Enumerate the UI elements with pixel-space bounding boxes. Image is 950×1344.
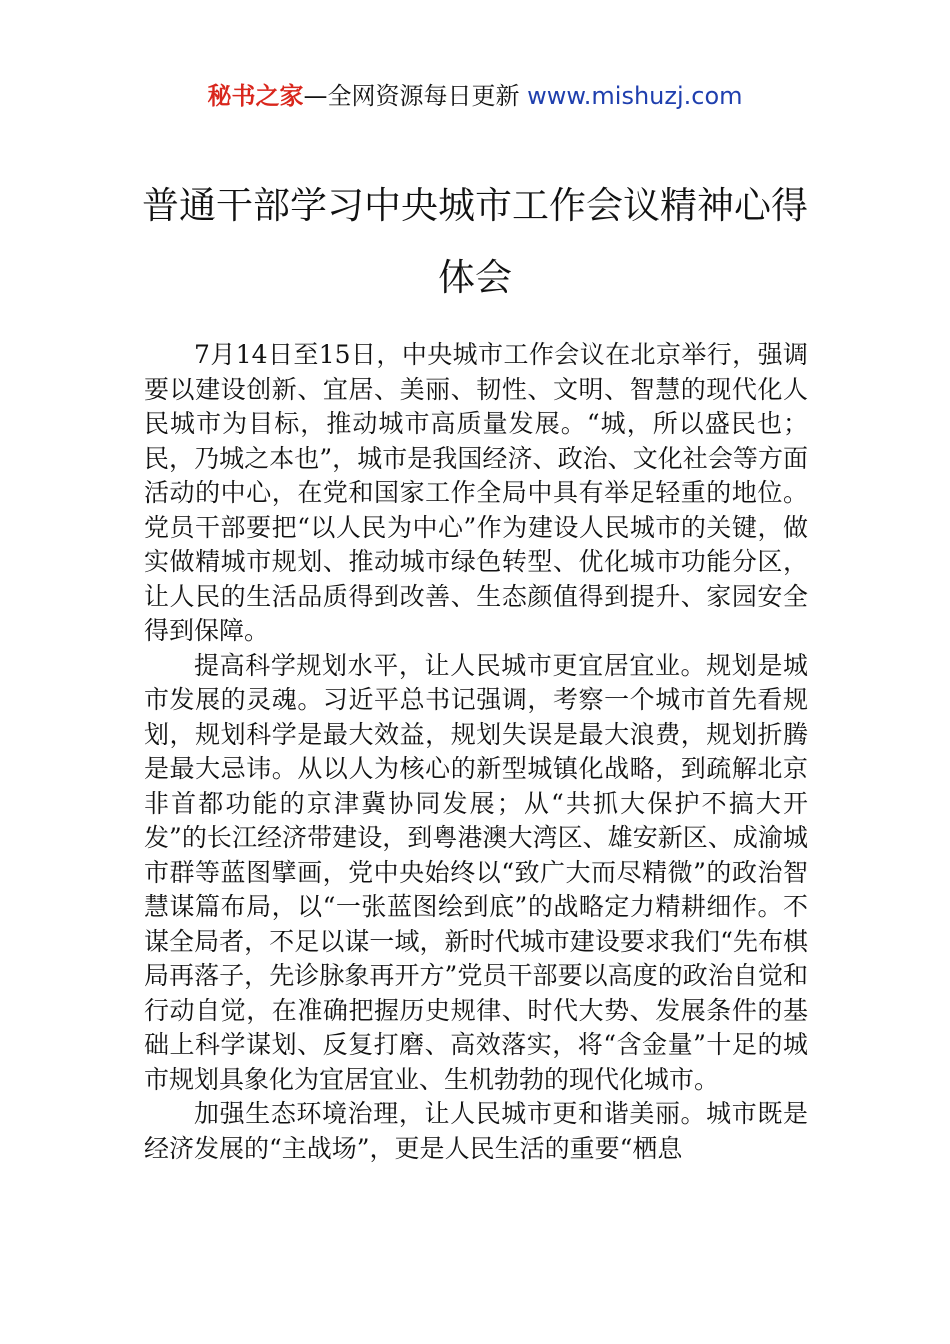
- site-tagline: —全网资源每日更新: [303, 82, 520, 110]
- document-body: [144, 338, 808, 1166]
- paragraph: 加强生态环境治理，让人民城市更和谐美丽。城市既是经济发展的“主战场”，更是人民生活的重要“栖息: [144, 1099, 808, 1163]
- site-header: [0, 80, 950, 112]
- site-url-link[interactable]: www.mishuzj.com: [527, 82, 743, 110]
- paragraph: 提高科学规划水平，让人民城市更宜居宜业。规划是城市发展的灵魂。习近平总书记强调，考察一个城市首先看规划，规划科学是最大效益，规划失误是最大浪费，规划折腾是最大忌讳。从以人为核心的新型城镇化战略，到疏解北京非首都功能的京津冀协同发展；从“共抓大保护不搞大开发”的长江经济带建设，到粤港澳大湾区、雄安新区、成渝城市群等蓝图擘画，党中央始终以“致广大而尽精微”的政治智慧谋篇布局，以“一张蓝图绘到底”的战略定力精耕细作。不谋全局者，不足以谋一域，新时代城市建设要求我们“先布棋局再落子，先诊脉象再开方”党员干部要以高度的政治自觉和行动自觉，在准确把握历史规律、时代大势、发展条件的基础上科学谋划、反复打磨、高效落实，将“含金量”十足的城市规划具象化为宜居宜业、生机勃勃的现代化城市。: [144, 650, 808, 1094]
- paragraph: 7月14日至15日，中央城市工作会议在北京举行，强调要以建设创新、宜居、美丽、韧性、文明、智慧的现代化人民城市为目标，推动城市高质量发展。“城，所以盛民也；民，乃城之本也”，城市是我国经济、政治、文化社会等方面活动的中心，在党和国家工作全局中具有举足轻重的地位。党员干部要把“以人民为中心”作为建设人民城市的关键，做实做精城市规划、推动城市绿色转型、优化城市功能分区，让人民的生活品质得到改善、生态颜值得到提升、家园安全得到保障。: [144, 340, 808, 645]
- document-title: 普通干部学习中央城市工作会议精神心得体会: [142, 184, 808, 299]
- site-brand: 秘书之家: [207, 82, 304, 110]
